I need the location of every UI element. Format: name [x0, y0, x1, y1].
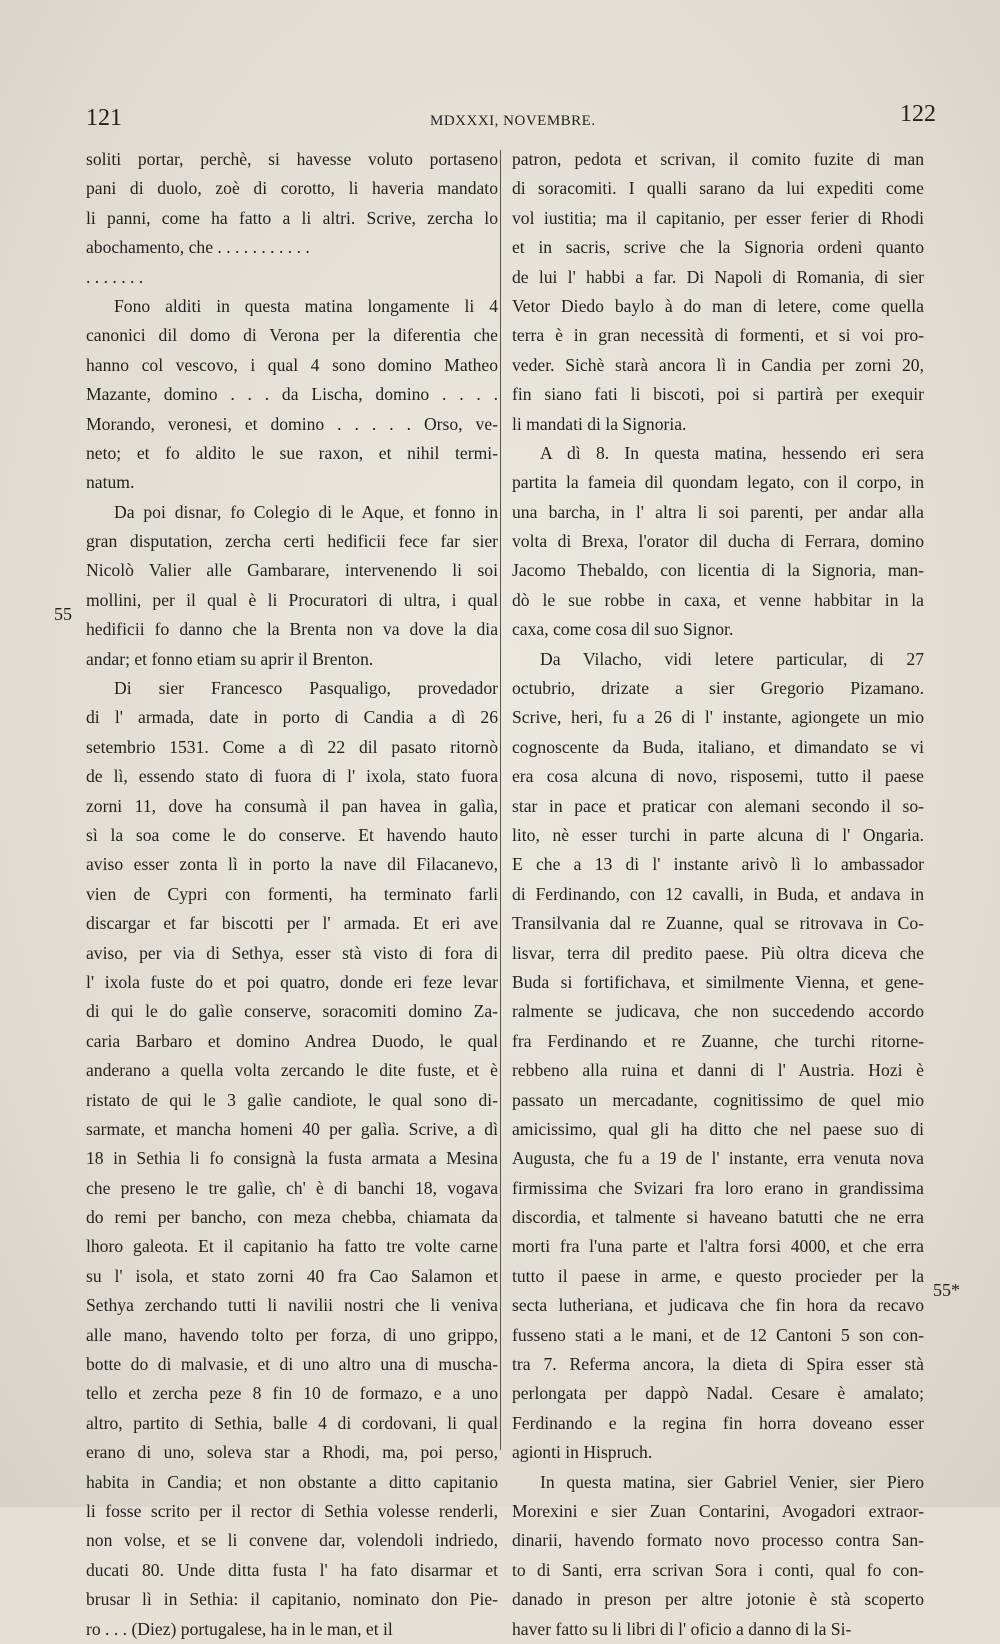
text-line: non volse, et se li convene dar, volendoli indriedo,: [86, 1530, 498, 1551]
text-line: ducati 80. Unde ditta fusta l' ha fato disarmar et: [86, 1559, 498, 1580]
text-line: to di Santi, erra scrivan Sora i conti, qual fo con-: [512, 1559, 924, 1580]
text-line: haver fatto su li libri di l' oficio a danno di la Si-: [512, 1618, 852, 1639]
margin-note-left: 55: [54, 604, 72, 624]
text-line: ralmente se judicava, che non succedendo accordo: [512, 1001, 924, 1022]
text-line: habita in Candia; et non obstante a ditto capitanio: [86, 1471, 498, 1492]
text-line: fin siano fati li biscoti, poi si partirà per exequir: [512, 384, 924, 405]
text-line: agionti in Hispruch.: [512, 1442, 653, 1463]
text-line: su l' isola, et stato zorni 40 fra Cao Salamon et: [86, 1265, 498, 1286]
text-line: Morexini e sier Zuan Contarini, Avogadori extraor-: [512, 1500, 924, 1521]
text-line: Fono alditi in questa matina longamente li 4: [114, 295, 498, 316]
text-line: sarmate, et mancha homeni 40 per galìa. Scrive, a dì: [86, 1118, 498, 1139]
text-line: tra 7. Referma ancora, la dieta di Spira esser stà: [512, 1354, 924, 1375]
text-line: octubrio, drizate a sier Gregorio Pizamano.: [512, 678, 924, 699]
text-line: Morando, veronesi, et domino . . . . . Orso, ve-: [86, 413, 498, 434]
text-line: A dì 8. In questa matina, hessendo eri sera: [540, 442, 924, 463]
running-title: MDXXXI, NOVEMBRE.: [430, 113, 596, 129]
text-line: discargar et far biscotti per l' armada. Et eri ave: [86, 913, 498, 934]
text-line: li panni, come ha fatto a li altri. Scrive, zercha lo: [86, 207, 498, 228]
text-line: che preseno le tre galìe, ch' è di banchi 18, vogava: [86, 1177, 498, 1198]
text-line: rebbeno alla ruina et danni di l' Austria. Hozi è: [512, 1060, 924, 1081]
text-line: cognoscente da Buda, italiano, et dimandato se vi: [512, 736, 924, 757]
text-line: aviso esser zonta lì in porto la nave dil Filacanevo,: [86, 854, 498, 875]
text-line: Buda si fortifichava, et similmente Vienna, et gene-: [512, 971, 924, 992]
text-line: aviso, per via di Sethya, esser stà visto di fora di: [86, 942, 498, 963]
text-line: Vetor Diedo baylo à do man di letere, come quella: [512, 295, 924, 316]
text-line: vien de Cypri con formenti, ha terminato farli: [86, 883, 498, 904]
text-line: volta di Brexa, l'orator dil ducha di Ferrara, domino: [512, 531, 924, 552]
text-line: di Ferdinando, con 12 cavalli, in Buda, et andava in: [512, 883, 924, 904]
right-column: [512, 145, 924, 1644]
text-line: pani di duolo, zoè di corotto, li haveria mandato: [86, 178, 498, 199]
text-line: perlongata per dappò Nadal. Cesare è amalato;: [512, 1383, 924, 1404]
margin-note-right: 55*: [933, 1280, 960, 1300]
text-line: morti fra l'una parte et l'altra forsi 4000, et che erra: [512, 1236, 924, 1257]
text-line: vol iustitia; ma il capitanio, per esser ferier di Rhodi: [512, 207, 924, 228]
text-line: neto; et fo aldito le sue raxon, et nihil termi-: [86, 442, 498, 463]
text-line: Sethya zerchando tutti li navilii nostri che li veniva: [86, 1295, 498, 1316]
text-line: tutto il paese in arme, e questo procieder per la: [512, 1265, 924, 1286]
text-line: l' ixola fuste do et poi quatro, donde eri feze levar: [86, 971, 498, 992]
text-line: di soracomiti. I qualli sarano da lui expediti come: [512, 178, 924, 199]
text-line: erano di uno, soleva star a Rhodi, ma, poi perso,: [86, 1442, 498, 1463]
text-line: zorni 11, dove ha consumà il pan havea in galìa,: [86, 795, 498, 816]
text-line: altro, partito di Sethia, balle 4 di cordovani, li qual: [86, 1412, 498, 1433]
text-line: caria Barbaro et domino Andrea Duodo, le qual: [86, 1030, 498, 1051]
text-line: caxa, come cosa dil suo Signor.: [512, 619, 734, 640]
text-line: 18 in Sethia li fo consignà la fusta armata a Mesina: [86, 1148, 498, 1169]
text-line: alle mano, havendo tolto per forza, di uno grippo,: [86, 1324, 498, 1345]
text-line: et in sacris, scrive che la Signoria ordeni quanto: [512, 237, 924, 258]
text-line: anderano a quella volta zercando le dite fuste, et è: [86, 1060, 498, 1081]
text-line: gran disputation, zercha certi hedificii fece far sier: [86, 531, 498, 552]
text-line: Jacomo Thebaldo, con licentia di la Signoria, man-: [512, 560, 924, 581]
text-line: firmissima che Svizari fra loro erano in grandissima: [512, 1177, 924, 1198]
text-line: discordia, et talmente si haveano batutti che ne erra: [512, 1207, 924, 1228]
page-number-left: 121: [86, 105, 122, 131]
text-line: ro . . . (Diez) portugalese, ha in le man, et il: [86, 1618, 393, 1639]
text-line: de lui l' habbi a far. Di Napoli di Romania, di sier: [512, 266, 924, 287]
text-line: Da Vilacho, vidi letere particular, di 27: [540, 648, 924, 669]
text-line: di qui le do galìe conserve, soracomiti domino Za-: [86, 1001, 498, 1022]
text-line: lito, nè esser turchi in parte alcuna di l' Ongaria.: [512, 824, 924, 845]
text-line: Da poi disnar, fo Colegio di le Aque, et fonno in: [114, 501, 498, 522]
text-line: mollini, per il qual è li Procuratori di ultra, i qual: [86, 589, 498, 610]
text-line: secta lutheriana, et judicava che fin hora da recavo: [512, 1295, 924, 1316]
text-line: fra Ferdinando et re Zuanne, che turchi ritorne-: [512, 1030, 924, 1051]
text-line: li fosse scrito per il rector di Sethia volesse renderli,: [86, 1500, 498, 1521]
text-line: soliti portar, perchè, si havesse voluto portaseno: [86, 149, 498, 169]
text-line: Ferdinando e la regina fin horra doveano esser: [512, 1412, 924, 1433]
text-line: In questa matina, sier Gabriel Venier, sier Piero: [540, 1471, 924, 1492]
text-line: terra è in gran necessità di formenti, et si voi pro-: [512, 325, 924, 346]
text-line: Scrive, heri, fu a 26 di l' instante, agiongete un mio: [512, 707, 924, 728]
text-line: Di sier Francesco Pasqualigo, provedador: [114, 678, 498, 699]
text-line: andar; et fonno etiam su aprir il Brenton.: [86, 648, 374, 669]
left-column: [86, 145, 498, 1644]
text-line: Mazante, domino . . . da Lischa, domino . . . .: [86, 384, 498, 405]
text-line: star in pace et praticar con alemani secondo il so-: [512, 795, 924, 816]
page-number-right: 122: [900, 101, 936, 127]
text-line: passato un mercadante, cognitissimo de quel mio: [512, 1089, 924, 1110]
text-line: danado in preson per altre jotonie è stà scoperto: [512, 1589, 924, 1610]
text-line: botte do di malvasie, et di uno altro una di muscha-: [86, 1354, 498, 1375]
text-line: setembrio 1531. Come a dì 22 dil pasato ritornò: [86, 736, 498, 757]
text-line: ristato de qui le 3 galìe candiote, le qual sono di-: [86, 1089, 498, 1110]
text-line: de lì, essendo stato di fuora di l' ixola, stato fuora: [86, 766, 498, 787]
text-line: sì la soa come le do conserve. Et havendo hauto: [86, 824, 498, 845]
text-line: tello et zercha peze 8 fin 10 de formazo, e a uno: [86, 1383, 498, 1404]
text-line: natum.: [86, 472, 135, 493]
text-line: partita la fameia dil quondam legato, con il corpo, in: [512, 472, 924, 493]
text-line: di l' armada, date in porto di Candia a dì 26: [86, 707, 498, 728]
text-line: veder. Sichè starà ancora lì in Candia per zorni 20,: [512, 354, 924, 375]
text-line: fusseno stati a le mani, et de 12 Cantoni 5 son con-: [512, 1324, 924, 1345]
text-line: amicissimo, qual gli ha ditto che nel paese suo di: [512, 1118, 924, 1139]
text-line: brusar lì in Sethia: il capitanio, nominato don Pie-: [86, 1589, 498, 1610]
text-line: li mandati di la Signoria.: [512, 413, 687, 434]
text-line: E che a 13 di l' instante arivò lì lo ambassador: [512, 854, 924, 875]
text-line: do remi per bancho, con meza chebba, chiamata da: [86, 1207, 498, 1228]
text-line: canonici dil domo di Verona per la diferentia che: [86, 325, 498, 346]
column-divider: [500, 150, 501, 1450]
text-line: lisvar, terra dil predito paese. Più oltra diceva che: [512, 942, 924, 963]
text-line: era cosa alcuna di novo, risposemi, tutto il paese: [512, 766, 924, 787]
text-line: hanno col vescovo, i qual 4 sono domino Matheo: [86, 354, 498, 375]
text-line: abochamento, che . . . . . . . . . . .: [86, 237, 310, 258]
text-line: . . . . . . .: [86, 266, 144, 287]
text-line: Nicolò Valier alle Gambarare, intervenendo li soi: [86, 560, 498, 581]
text-line: dò le sue robbe in caxa, et venne habbitar in la: [512, 589, 924, 610]
text-line: patron, pedota et scrivan, il comito fuzite di man: [512, 149, 924, 169]
text-line: lhoro galeota. Et il capitanio ha fatto tre volte carne: [86, 1236, 498, 1257]
text-line: una barcha, in l' altra li soi parenti, per andar alla: [512, 501, 924, 522]
text-line: Augusta, che fu a 19 de l' instante, erra venuta nova: [512, 1148, 924, 1169]
text-line: Transilvania dal re Zuanne, qual se ritrovava in Co-: [512, 913, 924, 934]
text-line: dinarii, havendo formato novo processo contra San-: [512, 1530, 924, 1551]
text-line: hedificii fo danno che la Brenta non va dove la dia: [86, 619, 498, 640]
page-header: [0, 101, 1000, 145]
